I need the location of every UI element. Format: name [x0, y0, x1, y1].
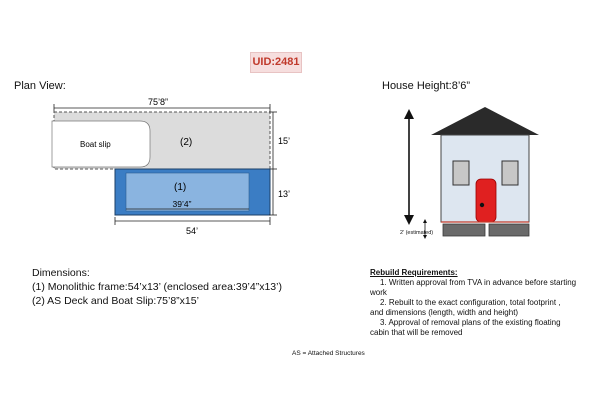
right-dimension-top-label: 15’ — [278, 136, 291, 146]
requirement-line-4: and dimensions (length, width and height) — [370, 308, 519, 317]
house-elevation-drawing — [385, 95, 560, 250]
bottom-dimension-label: 54’ — [185, 226, 199, 236]
uid-badge: UID:2481 — [250, 52, 302, 73]
door-knob — [480, 203, 484, 207]
requirement-line-3: 2. Rebuilt to the exact configuration, total footprint , — [380, 298, 561, 307]
right-dimension-bottom-label: 13’ — [278, 189, 291, 199]
plan-view-title: Plan View: — [14, 80, 66, 92]
requirement-line-1: 1. Written approval from TVA in advance before starting — [380, 278, 577, 287]
right-window — [502, 161, 518, 185]
dimensions-block — [32, 266, 282, 308]
dimension-line-1: (1) Monolithic frame:54’x13’ (enclosed area:39’4”x13’) — [32, 281, 282, 293]
frame-label: (1) — [174, 182, 187, 193]
requirements-block — [370, 268, 595, 338]
left-float — [443, 224, 485, 236]
dimensions-title: Dimensions: — [32, 267, 90, 279]
roof — [431, 107, 539, 135]
left-window — [453, 161, 469, 185]
inner-dimension-label: 39’4” — [172, 199, 192, 209]
dimension-line-2: (2) AS Deck and Boat Slip:75’8”x15’ — [32, 295, 199, 307]
plan-view-drawing — [40, 95, 310, 240]
house-height-title: House Height:8’6” — [382, 80, 471, 92]
boat-slip-label: Boat slip — [80, 140, 111, 149]
requirement-line-6: cabin that will be removed — [370, 328, 463, 337]
footnote: AS = Attached Structures — [292, 350, 365, 357]
requirement-line-2: work — [370, 288, 387, 297]
door — [476, 179, 496, 222]
top-dimension-label: 75’8” — [147, 97, 169, 107]
clearance-label: 2’ (estimated) — [400, 230, 434, 236]
requirements-title: Rebuild Requirements: — [370, 268, 458, 277]
requirement-line-5: 3. Approval of removal plans of the existing floating — [380, 318, 561, 327]
deck-label: (2) — [180, 137, 193, 148]
right-float — [489, 224, 529, 236]
